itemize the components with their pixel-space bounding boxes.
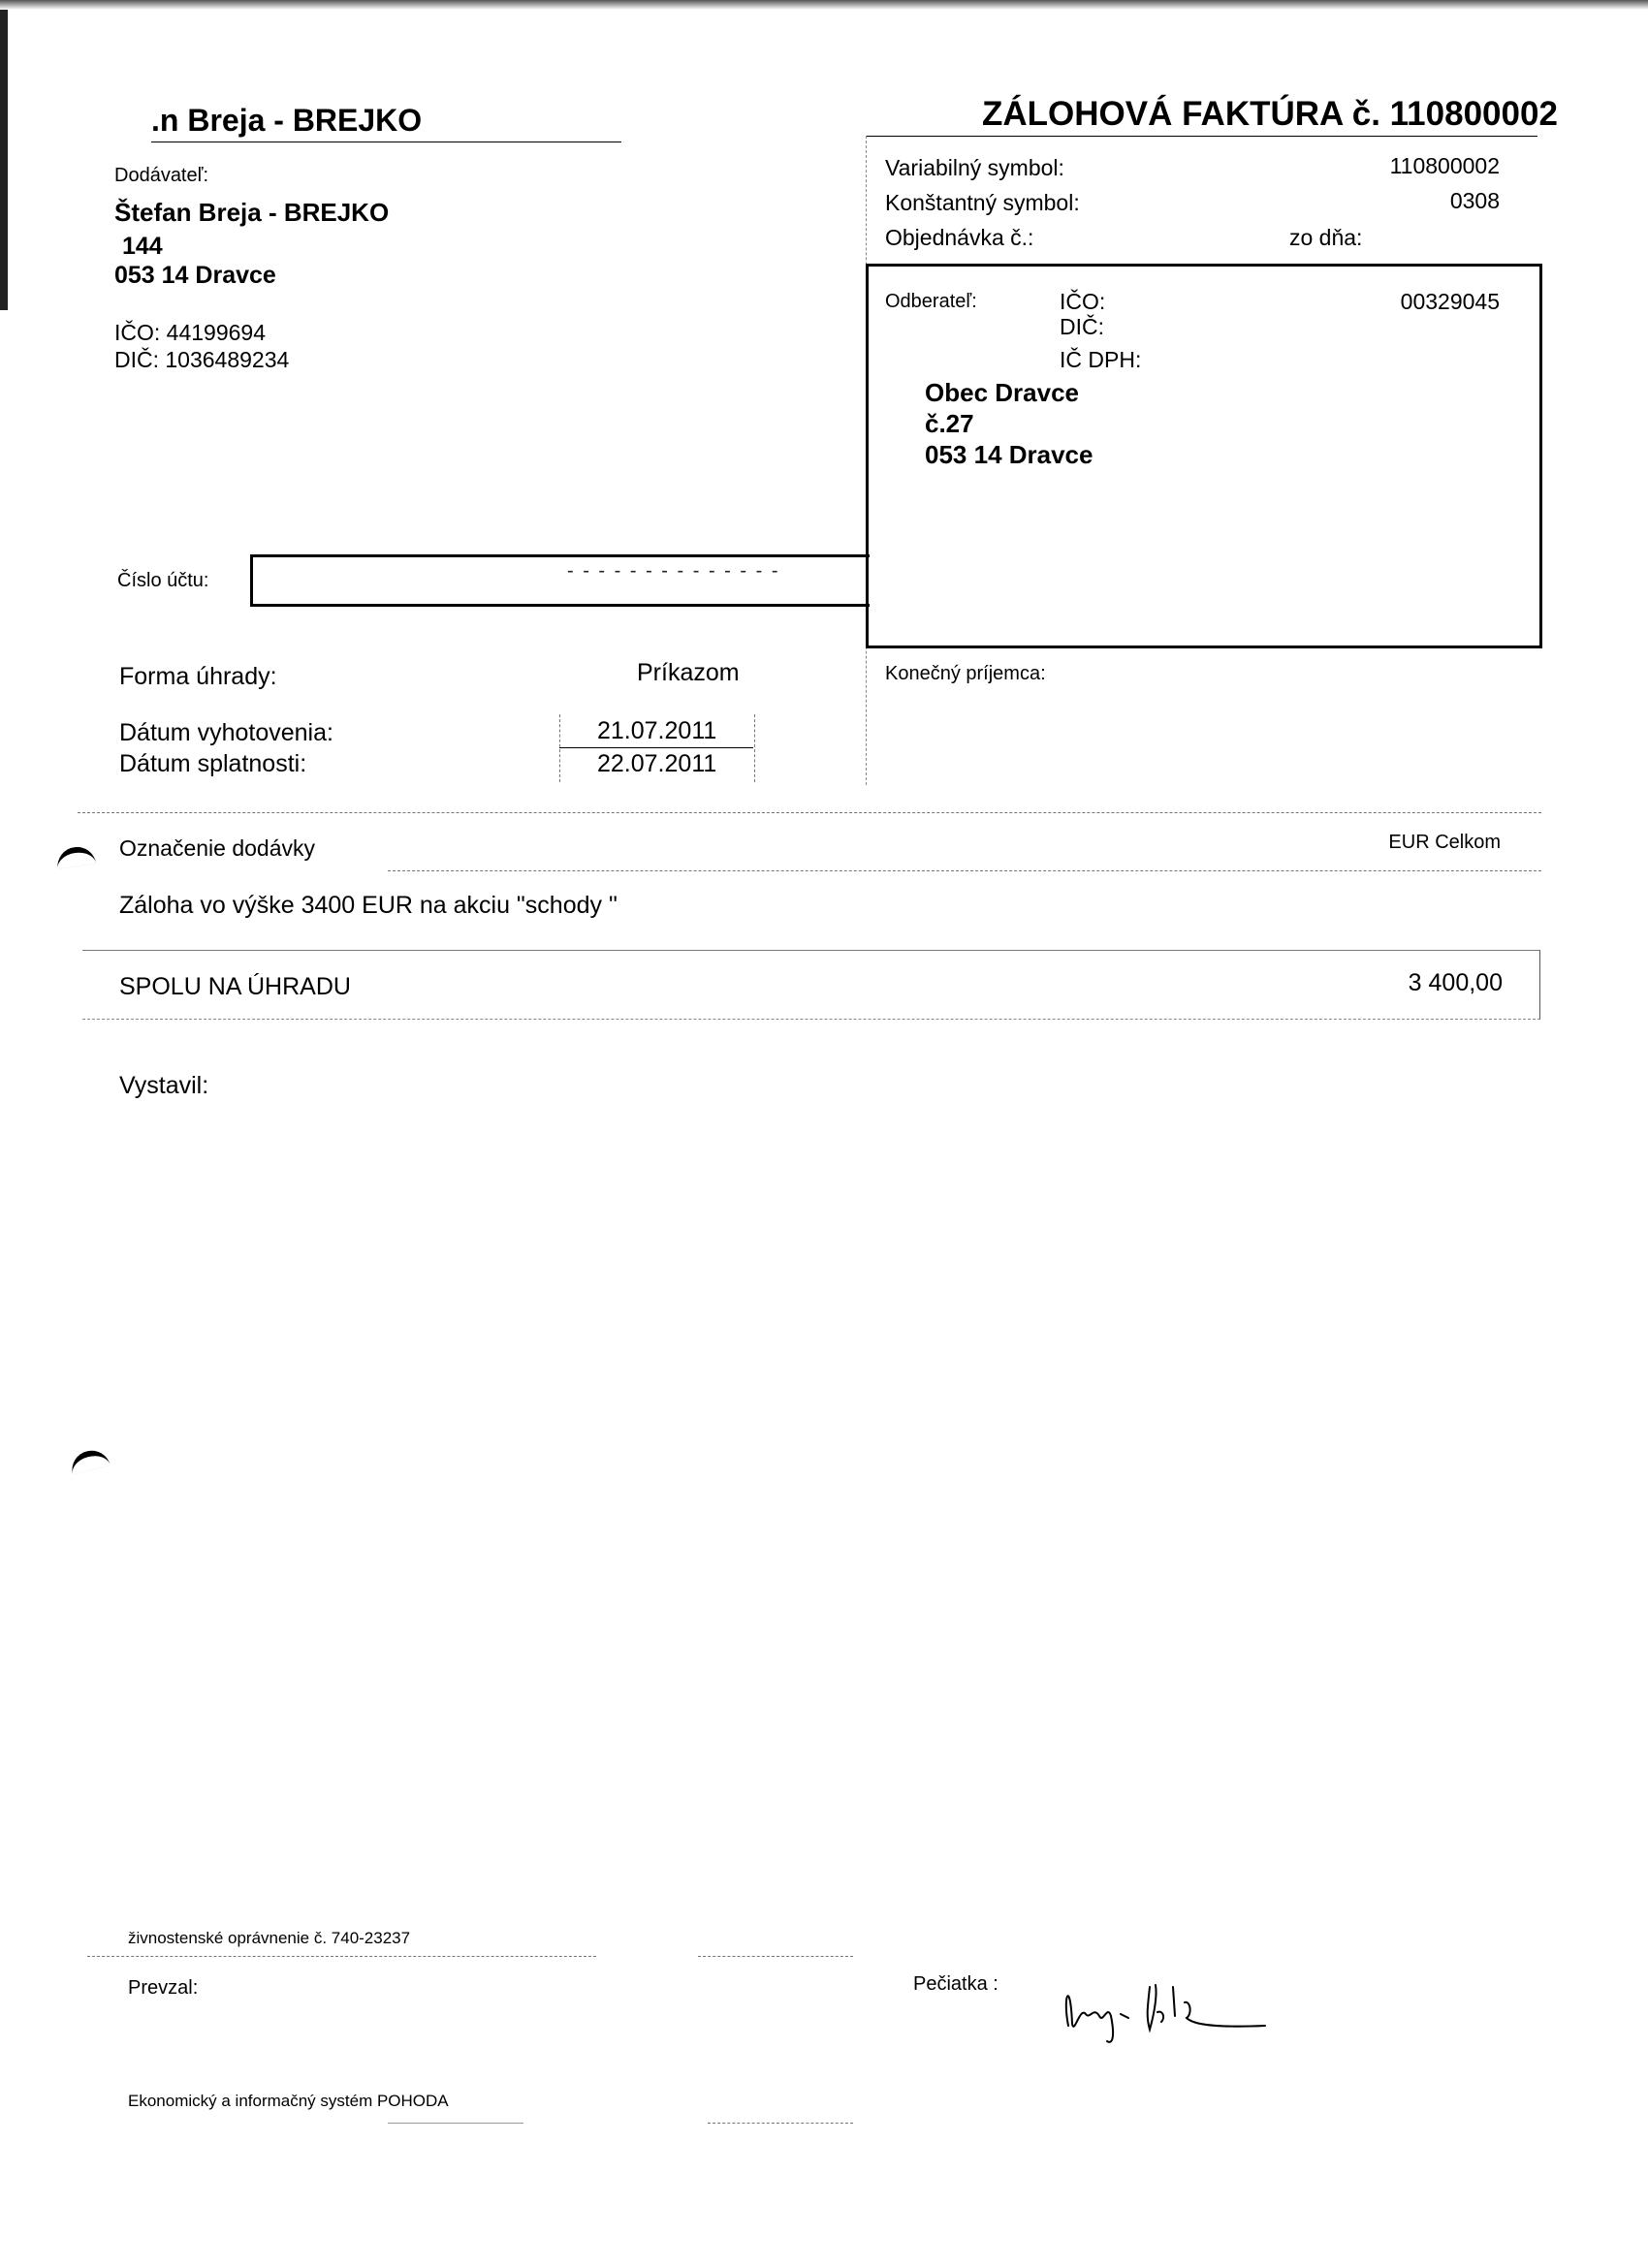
variable-symbol-label: Variabilný symbol: bbox=[885, 155, 1064, 180]
header-underline-right bbox=[866, 136, 1537, 137]
supplier-city: 053 14 Dravce bbox=[114, 262, 276, 289]
items-header-total: EUR Celkom bbox=[1388, 832, 1501, 853]
variable-symbol-value: 110800002 bbox=[1389, 153, 1500, 178]
system-rule bbox=[388, 2123, 523, 2124]
issued-by-label: Vystavil: bbox=[119, 1072, 209, 1099]
account-value: - - - - - - - - - - - - - - bbox=[567, 560, 780, 582]
scan-mark-1 bbox=[55, 844, 96, 868]
item-description: Záloha vo výške 3400 EUR na akciu "schody " bbox=[119, 892, 618, 919]
items-header-label: Označenie dodávky bbox=[119, 835, 316, 861]
supplier-street: 144 bbox=[122, 233, 163, 260]
footer-rule-mid bbox=[698, 1956, 853, 1957]
payment-method-value: Príkazom bbox=[637, 659, 740, 686]
scan-top-edge bbox=[0, 0, 1648, 10]
items-header-rule bbox=[388, 870, 1541, 871]
customer-city: 053 14 Dravce bbox=[925, 440, 1093, 469]
stamp-label: Pečiatka : bbox=[913, 1973, 998, 1995]
customer-icdph-label: IČ DPH: bbox=[1060, 347, 1142, 372]
scan-mark-2 bbox=[68, 1446, 111, 1474]
final-recipient-label: Konečný príjemca: bbox=[885, 663, 1046, 684]
document-title: ZÁLOHOVÁ FAKTÚRA č. 110800002 bbox=[982, 95, 1558, 133]
issue-date-value: 21.07.2011 bbox=[597, 717, 717, 744]
issue-date-label: Dátum vyhotovenia: bbox=[119, 719, 333, 746]
dates-separator bbox=[559, 747, 753, 748]
constant-symbol-label: Konštantný symbol: bbox=[885, 190, 1080, 215]
total-label: SPOLU NA ÚHRADU bbox=[119, 973, 351, 1000]
due-date-value: 22.07.2011 bbox=[597, 750, 717, 777]
account-label: Číslo účtu: bbox=[117, 570, 209, 591]
customer-dic-label: DIČ: bbox=[1060, 314, 1104, 339]
items-top-rule bbox=[78, 812, 1541, 813]
total-value: 3 400,00 bbox=[1408, 969, 1503, 996]
payment-method-label: Forma úhrady: bbox=[119, 663, 277, 690]
signature bbox=[1057, 1958, 1309, 2055]
supplier-dic: DIČ: 1036489234 bbox=[114, 347, 290, 372]
supplier-ico: IČO: 44199694 bbox=[114, 320, 267, 345]
system-rule-2 bbox=[708, 2123, 853, 2124]
customer-ico-value: 00329045 bbox=[1400, 289, 1500, 314]
supplier-label: Dodávateľ: bbox=[114, 165, 209, 186]
customer-label: Odberateľ: bbox=[885, 291, 977, 312]
scan-left-edge bbox=[0, 10, 8, 310]
order-date-label: zo dňa: bbox=[1289, 225, 1363, 250]
received-by-label: Prevzal: bbox=[128, 1977, 199, 1999]
constant-symbol-value: 0308 bbox=[1449, 188, 1500, 213]
supplier-header-name: .n Breja - BREJKO bbox=[151, 103, 423, 138]
customer-name: Obec Dravce bbox=[925, 378, 1079, 407]
customer-street: č.27 bbox=[925, 409, 974, 438]
order-label: Objednávka č.: bbox=[885, 225, 1034, 250]
footer-rule-left bbox=[87, 1956, 596, 1957]
due-date-label: Dátum splatnosti: bbox=[119, 750, 307, 777]
supplier-name: Štefan Breja - BREJKO bbox=[114, 198, 390, 227]
license-text: živnostenské oprávnenie č. 740-23237 bbox=[128, 1929, 411, 1947]
system-text: Ekonomický a informačný systém POHODA bbox=[128, 2092, 449, 2110]
customer-ico-label: IČO: bbox=[1060, 289, 1106, 314]
